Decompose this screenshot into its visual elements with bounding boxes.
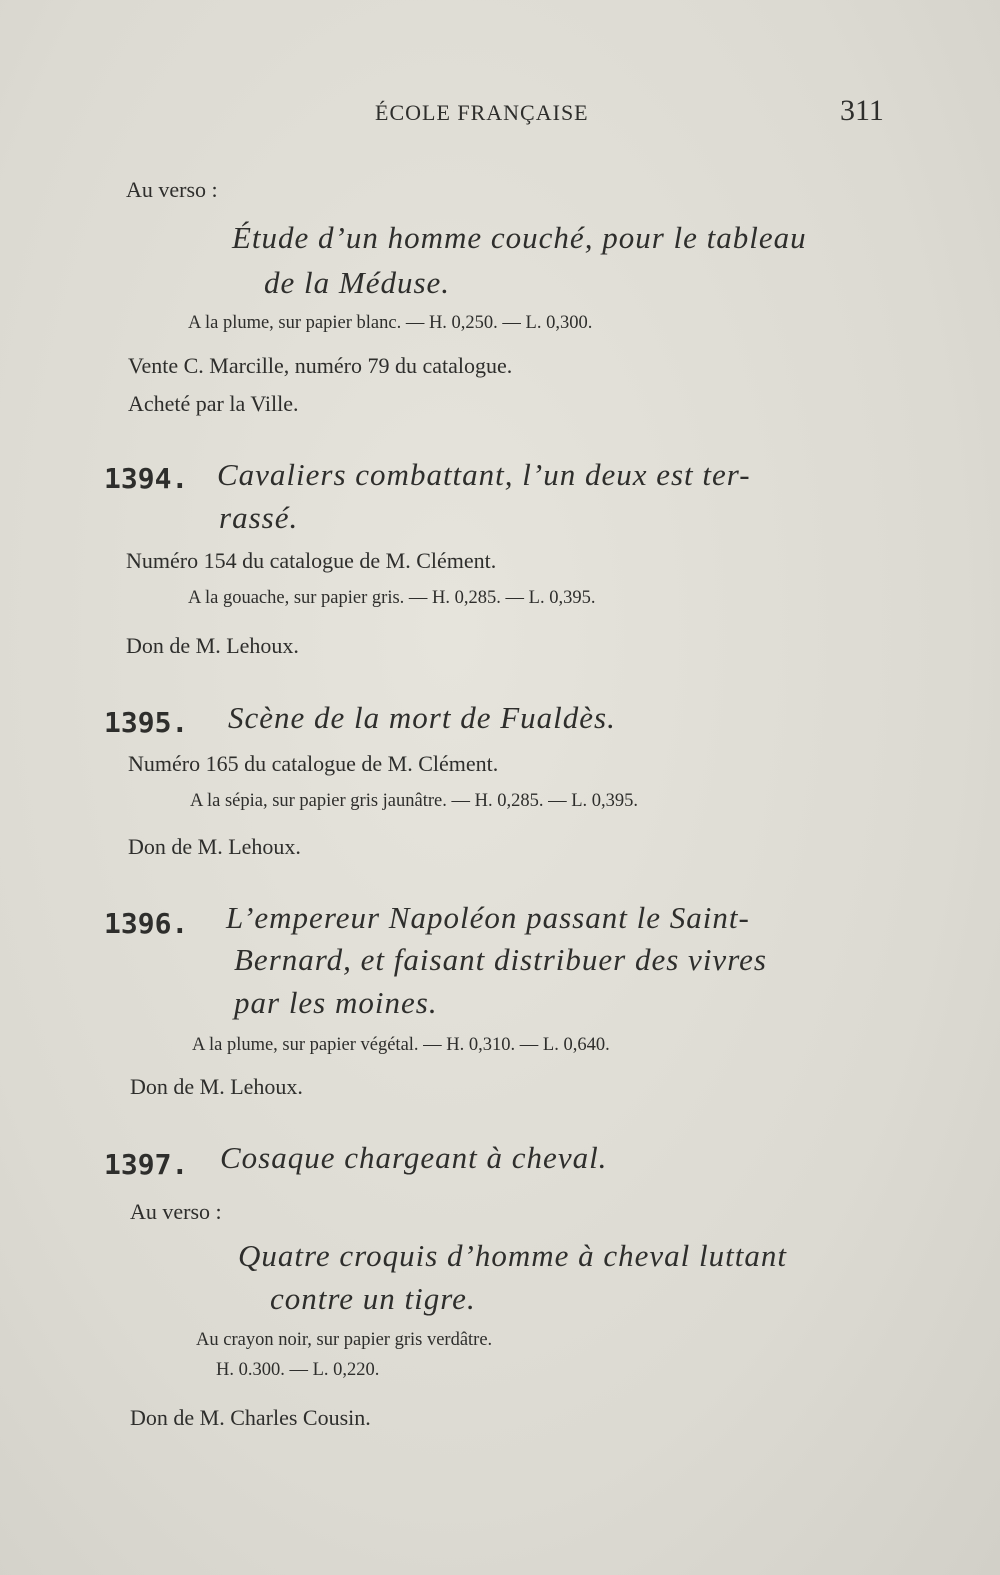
entry-title-line: par les moines. [234, 985, 438, 1020]
technique-line: Au crayon noir, sur papier gris verdâtre. [196, 1330, 493, 1350]
donor-line: Don de M. Lehoux. [130, 1074, 303, 1099]
catalogue-line: Numéro 154 du catalogue de M. Clément. [126, 548, 497, 573]
entry-title-line: Scène de la mort de Fualdès. [228, 700, 616, 735]
provenance-line: Vente C. Marcille, numéro 79 du catalogue. [128, 353, 513, 378]
entry-number: 1396. [104, 907, 189, 940]
donor-line: Don de M. Charles Cousin. [130, 1405, 371, 1430]
technique-line: A la plume, sur papier végétal. — H. 0,310. — L. 0,640. [192, 1035, 610, 1055]
verso-label: Au verso : [130, 1199, 222, 1224]
verso-title-line: de la Méduse. [264, 265, 451, 300]
acquisition-line: Acheté par la Ville. [128, 391, 299, 416]
entry-title-line: rassé. [219, 500, 299, 535]
verso-title-line: contre un tigre. [270, 1281, 476, 1316]
donor-line: Don de M. Lehoux. [126, 633, 299, 658]
page-number: 311 [840, 94, 884, 127]
verso-label: Au verso : [126, 177, 218, 202]
entry-title-line: L’empereur Napoléon passant le Saint- [226, 900, 750, 935]
verso-title-line: Étude d’un homme couché, pour le tableau [232, 220, 807, 255]
entry-number: 1397. [104, 1148, 189, 1181]
entry-title-line: Cavaliers combattant, l’un deux est ter- [217, 457, 751, 492]
catalogue-line: Numéro 165 du catalogue de M. Clément. [128, 751, 499, 776]
running-head: ÉCOLE FRANÇAISE [375, 100, 589, 125]
entry-title-line: Cosaque chargeant à cheval. [220, 1140, 608, 1175]
entry-title-line: Bernard, et faisant distribuer des vivres [234, 942, 767, 977]
technique-line: A la plume, sur papier blanc. — H. 0,250. — L. 0,300. [188, 313, 593, 333]
donor-line: Don de M. Lehoux. [128, 834, 301, 859]
entry-number: 1394. [104, 462, 189, 495]
verso-title-line: Quatre croquis d’homme à cheval luttant [238, 1238, 787, 1273]
entry-number: 1395. [104, 706, 189, 739]
dimensions-line: H. 0.300. — L. 0,220. [216, 1360, 380, 1380]
technique-line: A la sépia, sur papier gris jaunâtre. — H. 0,285. — L. 0,395. [190, 791, 639, 811]
technique-line: A la gouache, sur papier gris. — H. 0,285. — L. 0,395. [188, 588, 596, 608]
